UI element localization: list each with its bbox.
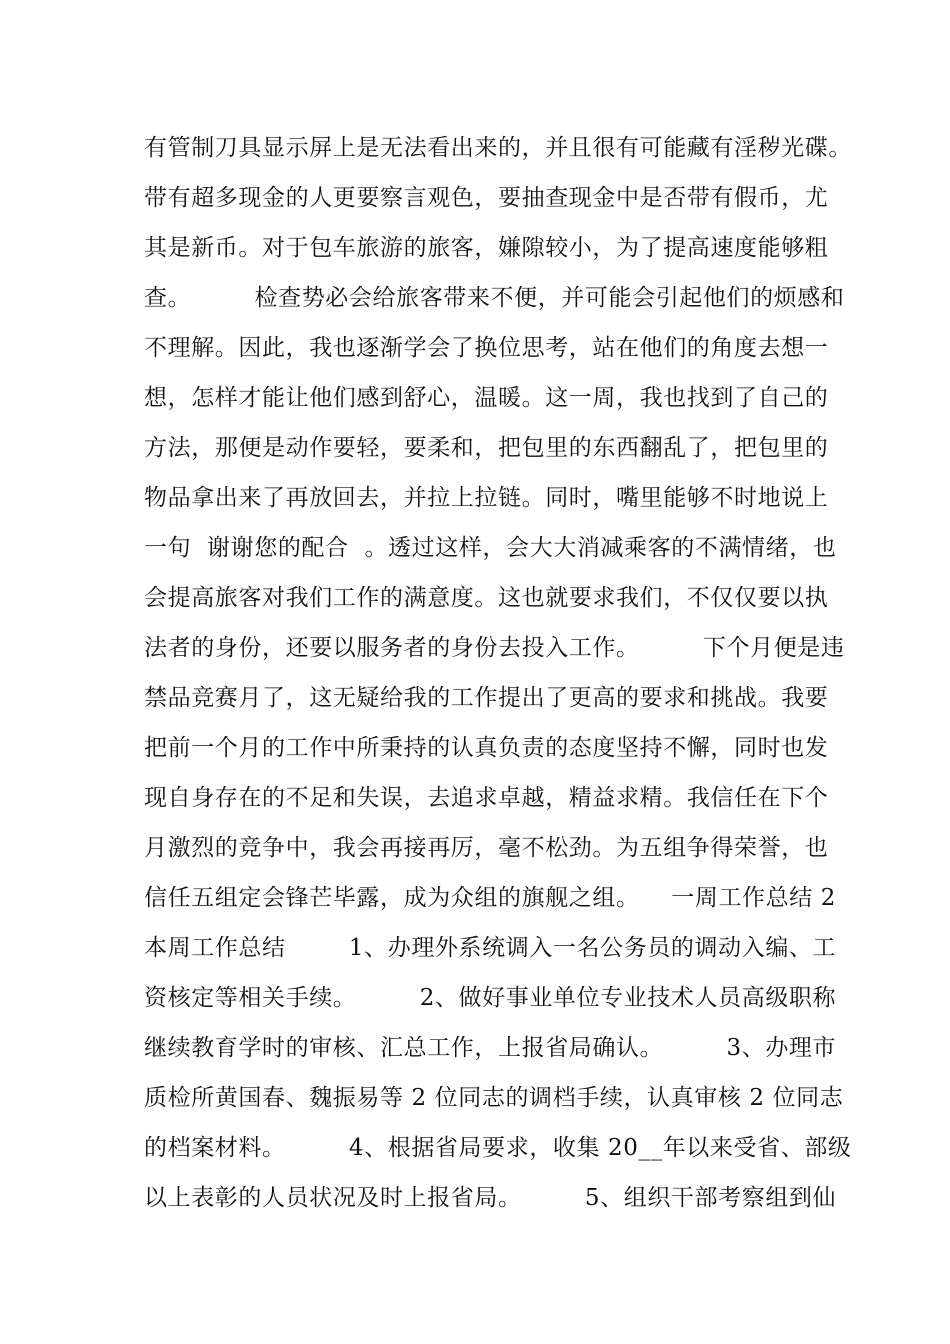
text-line: 物品拿出来了再放回去，并拉上拉链。同时，嘴里能够不时地说上 [144,485,829,511]
text-line: 本周工作总结 1、办理外系统调入一名公务员的调动入编、工 [144,935,837,961]
text-line: 会提高旅客对我们工作的满意度。这也就要求我们，不仅仅要以执 [144,585,829,611]
text-line: 把前一个月的工作中所秉持的认真负责的态度坚持不懈，同时也发 [144,735,829,761]
text-line: 禁品竞赛月了，这无疑给我的工作提出了更高的要求和挑战。我要 [144,685,829,711]
text-line: 现自身存在的不足和失误，去追求卓越，精益求精。我信任在下个 [144,785,829,811]
text-line: 查。 检查势必会给旅客带来不便，并可能会引起他们的烦感和 [144,285,845,311]
text-line: 其是新币。对于包车旅游的旅客，嫌隙较小，为了提高速度能够粗 [144,235,829,261]
text-line: 的档案材料。 4、根据省局要求，收集 20__年以来受省、部级 [144,1135,852,1161]
text-line: 继续教育学时的审核、汇总工作，上报省局确认。 3、办理市 [144,1035,837,1061]
text-line: 想，怎样才能让他们感到舒心，温暖。这一周，我也找到了自己的 [144,385,829,411]
text-line: 质检所黄国春、魏振易等 2 位同志的调档手续，认真审核 2 位同志 [144,1085,844,1111]
text-line: 一句 谢谢您的配合 。透过这样，会大大消减乘客的不满情绪，也 [144,535,837,561]
text-line: 不理解。因此，我也逐渐学会了换位思考，站在他们的角度去想一 [144,335,829,361]
text-line: 信任五组定会锋芒毕露，成为众组的旗舰之组。 一周工作总结 2 [144,885,836,911]
text-line: 有管制刀具显示屏上是无法看出来的，并且很有可能藏有淫秽光碟。 [144,135,852,161]
text-line: 以上表彰的人员状况及时上报省局。 5、组织干部考察组到仙 [144,1185,837,1211]
body-text [144,130,852,1230]
text-line: 资核定等相关手续。 2、做好事业单位专业技术人员高级职称 [144,985,837,1011]
text-line: 法者的身份，还要以服务者的身份去投入工作。 下个月便是违 [144,635,845,661]
text-line: 月激烈的竞争中，我会再接再厉，毫不松劲。为五组争得荣誉，也 [144,835,829,861]
text-line: 方法，那便是动作要轻，要柔和，把包里的东西翻乱了，把包里的 [144,435,829,461]
text-line: 带有超多现金的人更要察言观色，要抽查现金中是否带有假币，尤 [144,185,829,211]
